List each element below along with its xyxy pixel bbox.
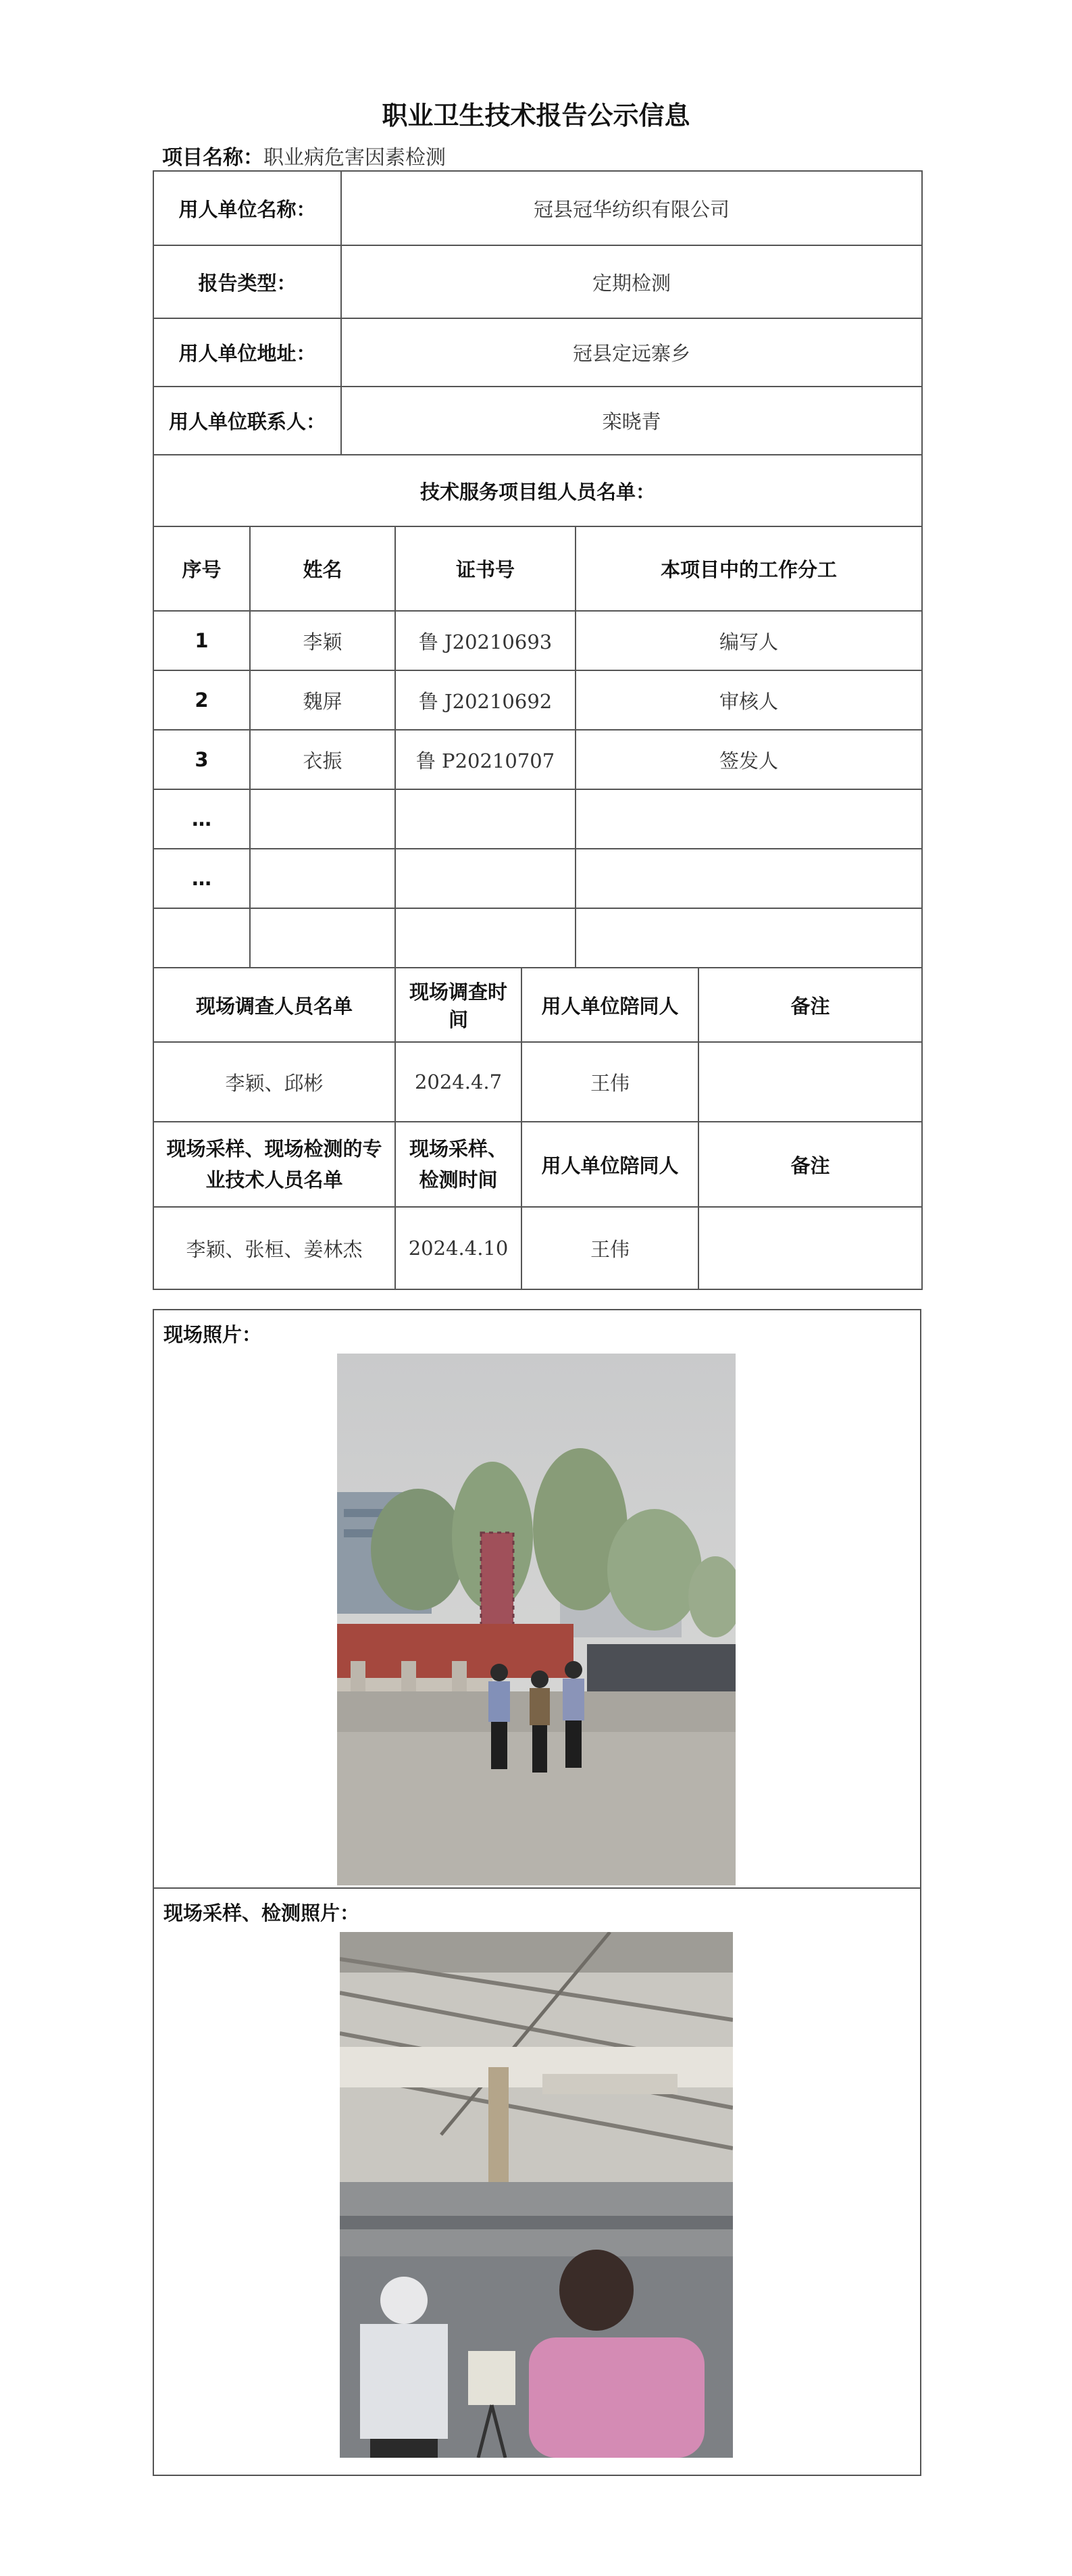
team-heading: 技术服务项目组人员名单： <box>153 455 922 526</box>
team-row-role: 审核人 <box>576 670 922 730</box>
employer-contact-row <box>153 387 922 455</box>
sampling-header-staff: 现场采样、现场检测的专业技术人员名单 <box>153 1122 395 1207</box>
sampling-staff: 李颖、张桓、姜林杰 <box>153 1207 395 1289</box>
sampling-escort: 王伟 <box>521 1207 698 1289</box>
team-header-name: 姓名 <box>250 526 395 611</box>
employer-name-value: 冠县冠华纺织有限公司 <box>341 171 922 245</box>
team-header-cert: 证书号 <box>395 526 576 611</box>
team-row-no: 3 <box>153 730 250 789</box>
employer-contact-value: 栾晓青 <box>341 387 922 455</box>
sampling-photo-label: 现场采样、检测照片： <box>163 1902 360 1925</box>
team-header-no: 序号 <box>153 526 250 611</box>
survey-time: 2024.4.7 <box>395 1042 521 1122</box>
team-row-no: … <box>153 849 250 908</box>
site-photo-label: 现场照片： <box>163 1323 262 1346</box>
survey-header-escort: 用人单位陪同人 <box>521 968 698 1042</box>
team-row-name <box>250 849 395 908</box>
survey-header-time: 现场调查时间 <box>395 968 521 1042</box>
team-row-role: 签发人 <box>576 730 922 789</box>
survey-remark <box>698 1042 922 1122</box>
team-header-row <box>153 526 922 611</box>
team-row-role: 编写人 <box>576 611 922 670</box>
survey-escort: 王伟 <box>521 1042 698 1122</box>
sampling-remark <box>698 1207 922 1289</box>
survey-staff: 李颖、邱彬 <box>153 1042 395 1122</box>
team-row-name: 魏屏 <box>250 670 395 730</box>
team-row <box>153 730 922 789</box>
employer-name-row <box>153 171 922 245</box>
team-row-name: 李颖 <box>250 611 395 670</box>
survey-value-row <box>153 1042 922 1122</box>
survey-header-staff: 现场调查人员名单 <box>153 968 395 1042</box>
team-row-cert: 鲁 J20210692 <box>395 670 576 730</box>
employer-name-label: 用人单位名称： <box>153 171 341 245</box>
team-row <box>153 670 922 730</box>
sampling-header-remark: 备注 <box>698 1122 922 1207</box>
team-row <box>153 789 922 849</box>
team-row-no: 1 <box>153 611 250 670</box>
project-name <box>162 141 446 170</box>
team-row-cert: 鲁 J20210693 <box>395 611 576 670</box>
team-row <box>153 849 922 908</box>
team-row-name: 衣振 <box>250 730 395 789</box>
sampling-header-row <box>153 1122 922 1207</box>
sampling-header-escort: 用人单位陪同人 <box>521 1122 698 1207</box>
employer-address-value: 冠县定远寨乡 <box>341 318 922 387</box>
page-title: 职业卫生技术报告公示信息 <box>382 101 690 130</box>
sampling-header-time: 现场采样、检测时间 <box>395 1122 521 1207</box>
survey-header-row <box>153 968 922 1042</box>
survey-header-remark: 备注 <box>698 968 922 1042</box>
project-label: 项目名称： <box>162 146 263 170</box>
sampling-value-row <box>153 1207 922 1289</box>
report-type-label: 报告类型： <box>153 245 341 318</box>
report-type-row <box>153 245 922 318</box>
employer-address-row <box>153 318 922 387</box>
team-header-role: 本项目中的工作分工 <box>576 526 922 611</box>
sampling-time: 2024.4.10 <box>395 1207 521 1289</box>
team-row <box>153 611 922 670</box>
report-type-value: 定期检测 <box>341 245 922 318</box>
team-row-name <box>250 908 395 968</box>
team-row-no: 2 <box>153 670 250 730</box>
employer-address-label: 用人单位地址： <box>153 318 341 387</box>
photo-section <box>153 1309 921 2476</box>
info-table <box>153 170 923 1290</box>
project-value: 职业病危害因素检测 <box>263 146 446 170</box>
team-row <box>153 908 922 968</box>
team-row-role <box>576 789 922 849</box>
team-row-cert <box>395 908 576 968</box>
sampling-photo <box>340 1932 733 2458</box>
site-photo <box>337 1354 736 1885</box>
team-row-role <box>576 849 922 908</box>
team-row-cert <box>395 849 576 908</box>
team-row-cert <box>395 789 576 849</box>
team-heading-row <box>153 455 922 526</box>
team-row-role <box>576 908 922 968</box>
employer-contact-label: 用人单位联系人： <box>153 387 341 455</box>
team-row-cert: 鲁 P20210707 <box>395 730 576 789</box>
team-row-name <box>250 789 395 849</box>
photo-divider <box>154 1887 920 1889</box>
team-row-no: … <box>153 789 250 849</box>
team-row-no <box>153 908 250 968</box>
